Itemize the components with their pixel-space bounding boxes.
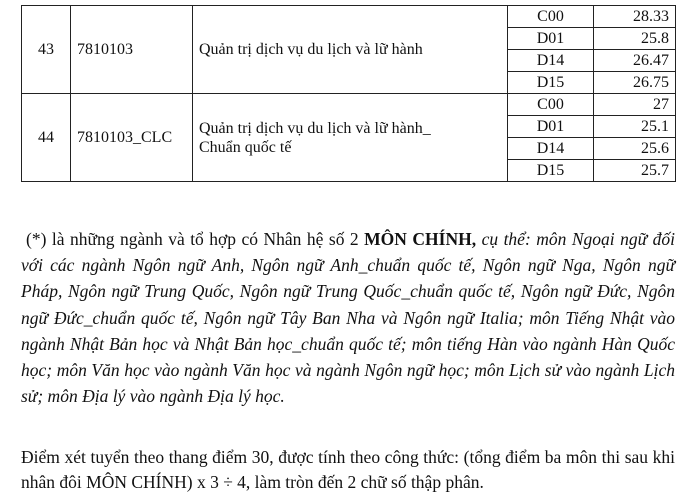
row-number: 43 — [22, 6, 71, 94]
major-name — [193, 94, 508, 182]
cutoff-score: 26.75 — [594, 72, 676, 94]
footnote-bold-term: MÔN CHÍNH, — [364, 229, 477, 249]
cutoff-score: 28.33 — [594, 6, 676, 28]
table-row — [22, 6, 676, 28]
major-name-line2: Chuẩn quốc tế — [199, 138, 292, 156]
subject-combo: D15 — [508, 160, 594, 182]
major-code: 7810103_CLC — [71, 94, 193, 182]
footnote-marker: (*) — [26, 229, 47, 249]
major-name — [193, 6, 508, 94]
footnote-details: cụ thể: môn Ngoại ngữ đối với các ngành Ngôn ngữ Anh, Ngôn ngữ Anh_chuẩn quốc tế, Ngôn ngữ Nga, Ngôn ngữ Pháp, Ngôn ngữ Trung Quốc, Ngôn ngữ Trung Quốc_chuẩn quốc tế, Ngôn ngữ Đức, Ngôn ngữ Đức_chuẩn quốc tế, Ngôn ngữ Tây Ban Nha và Ngôn ngữ Italia; môn Tiếng Nhật vào ngành Nhật Bản học và Nhật Bản học_chuẩn quốc tế; môn tiếng Hàn vào ngành Hàn Quốc học; môn Văn học vào ngành Văn học và ngành Ngôn ngữ học; môn Lịch sử vào ngành Lịch sử; môn Địa lý vào ngành Địa lý học. — [21, 229, 676, 407]
major-name-line1: Quản trị dịch vụ du lịch và lữ hành_ — [199, 119, 431, 137]
admission-score-table — [21, 5, 676, 182]
subject-combo: D14 — [508, 138, 594, 160]
footnote-text: là những ngành và tổ hợp có Nhân hệ số 2 — [46, 229, 365, 249]
cutoff-score: 25.7 — [594, 160, 676, 182]
major-code: 7810103 — [71, 6, 193, 94]
row-number: 44 — [22, 94, 71, 182]
subject-combo: C00 — [508, 94, 594, 116]
table-row — [22, 94, 676, 116]
subject-combo: D01 — [508, 28, 594, 50]
cutoff-score: 25.8 — [594, 28, 676, 50]
formula-paragraph: Điểm xét tuyển theo thang điểm 30, được tính theo công thức: (tổng điểm ba môn thi sau khi nhân đôi MÔN CHÍNH) x 3 ÷ 4, làm tròn đến 2 chữ số thập phân. — [21, 447, 675, 492]
subject-combo: C00 — [508, 6, 594, 28]
footnote-paragraph — [21, 226, 675, 409]
cutoff-score: 26.47 — [594, 50, 676, 72]
subject-combo: D15 — [508, 72, 594, 94]
cutoff-score: 27 — [594, 94, 676, 116]
subject-combo: D14 — [508, 50, 594, 72]
cutoff-score: 25.1 — [594, 116, 676, 138]
cutoff-score: 25.6 — [594, 138, 676, 160]
subject-combo: D01 — [508, 116, 594, 138]
major-name-line1: Quản trị dịch vụ du lịch và lữ hành — [199, 41, 423, 58]
